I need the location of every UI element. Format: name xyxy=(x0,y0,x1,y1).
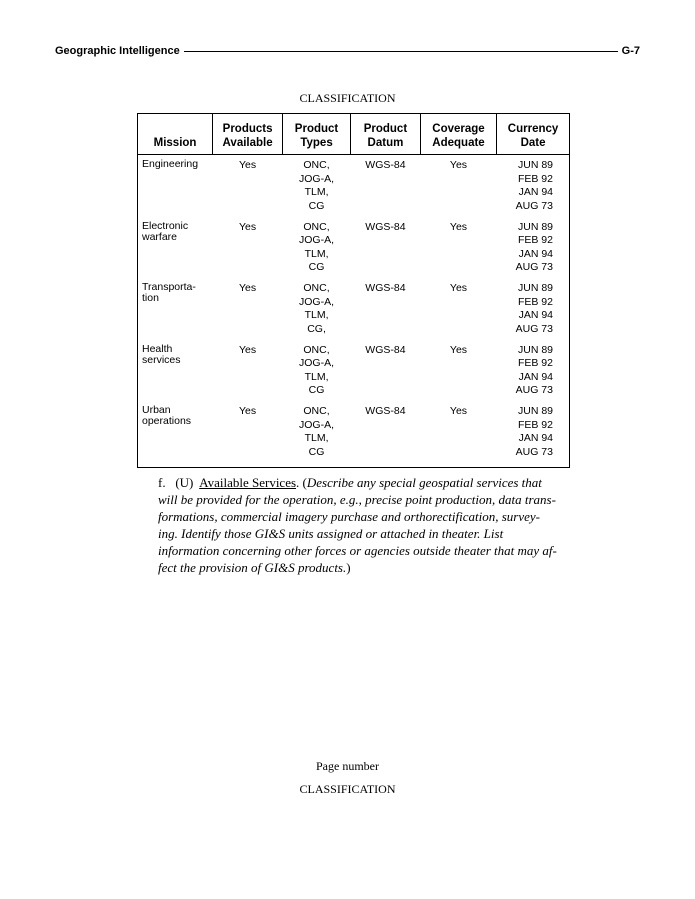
cell-types xyxy=(283,405,351,467)
column-header xyxy=(213,114,283,155)
column-header-line: Currency xyxy=(507,123,559,135)
cell-dates xyxy=(497,405,570,467)
cell-dates-text: AUG 73 xyxy=(515,322,553,335)
cell-types-text: TLM, xyxy=(304,247,329,260)
para-line: will be provided for the operation, e.g., precise point production, data trans- xyxy=(158,492,556,507)
cell-coverage xyxy=(420,344,496,406)
cell-dates-text: JUN 89 xyxy=(517,220,553,233)
cell-coverage-text: Yes xyxy=(449,220,468,233)
cell-available xyxy=(213,282,283,344)
cell-mission-text: Urban xyxy=(142,404,171,416)
cell-available-text: Yes xyxy=(239,343,257,356)
page-number: Page number xyxy=(316,759,379,773)
cell-datum-text: WGS-84 xyxy=(365,343,406,356)
table-row xyxy=(138,344,570,406)
cell-types-text: CG, xyxy=(307,322,326,335)
cell-types-text: JOG-A, xyxy=(299,295,335,308)
cell-mission-text: services xyxy=(142,353,181,366)
available-services-paragraph xyxy=(158,474,578,576)
cell-types-text: CG xyxy=(308,261,325,273)
cell-mission xyxy=(138,344,213,406)
column-header-line: Available xyxy=(222,137,273,149)
cell-datum-text: WGS-84 xyxy=(365,220,406,233)
cell-types-text: JOG-A, xyxy=(299,357,335,369)
cell-types-text: CG xyxy=(308,199,325,212)
cell-dates-text: JAN 94 xyxy=(518,247,553,260)
cell-dates-text: JUN 89 xyxy=(517,159,553,171)
cell-dates-text: AUG 73 xyxy=(515,199,553,212)
cell-datum xyxy=(350,344,420,406)
cell-datum-text: WGS-84 xyxy=(365,159,406,171)
cell-dates-text: AUG 73 xyxy=(515,384,553,396)
cell-types-text: ONC, xyxy=(303,343,330,356)
table-row xyxy=(138,221,570,283)
column-header xyxy=(420,114,496,155)
para-punct: . ( xyxy=(296,475,307,490)
cell-mission xyxy=(138,221,213,283)
cell-coverage xyxy=(420,155,496,221)
cell-available-text: Yes xyxy=(239,282,257,294)
cell-types-text: CG xyxy=(308,384,325,396)
cell-available-text: Yes xyxy=(239,159,257,171)
cell-types-text: JOG-A, xyxy=(299,172,335,185)
cell-coverage-text: Yes xyxy=(449,405,468,417)
cell-types xyxy=(283,344,351,406)
cell-mission-text: Health xyxy=(142,342,173,355)
cell-types-text: ONC, xyxy=(303,282,330,294)
para-line: formations, commercial imagery purchase and orthorectification, survey- xyxy=(158,509,540,524)
cell-types-text: TLM, xyxy=(304,432,329,444)
cell-mission xyxy=(138,155,213,221)
mission-products-table xyxy=(137,113,570,468)
cell-available-text: Yes xyxy=(239,220,257,233)
cell-types-text: TLM, xyxy=(304,186,329,198)
header-rule xyxy=(184,51,618,52)
cell-types-text: TLM, xyxy=(304,309,329,321)
running-header xyxy=(55,44,640,58)
cell-coverage-text: Yes xyxy=(449,159,468,171)
cell-datum xyxy=(350,282,420,344)
cell-dates-text: AUG 73 xyxy=(515,261,553,273)
cell-mission-text: warfare xyxy=(142,230,178,243)
cell-types-text: JOG-A, xyxy=(299,418,335,431)
cell-types xyxy=(283,282,351,344)
cell-dates-text: AUG 73 xyxy=(515,445,553,458)
table-row xyxy=(138,405,570,467)
cell-dates-text: FEB 92 xyxy=(517,172,553,185)
cell-coverage xyxy=(420,282,496,344)
column-header-line: Coverage xyxy=(432,123,485,135)
cell-available xyxy=(213,344,283,406)
cell-types xyxy=(283,221,351,283)
cell-types xyxy=(283,155,351,221)
para-prefix: f. (U) xyxy=(158,475,200,490)
cell-dates-text: JUN 89 xyxy=(517,343,553,356)
column-header-line: Mission xyxy=(153,137,197,149)
cell-coverage xyxy=(420,221,496,283)
column-header xyxy=(497,114,570,155)
column-header-line: Types xyxy=(300,137,333,149)
para-line: information concerning other forces or agencies outside theater that may af- xyxy=(158,543,557,558)
column-header xyxy=(350,114,420,155)
cell-datum xyxy=(350,405,420,467)
cell-dates-text: FEB 92 xyxy=(517,357,553,369)
cell-mission-text: Transporta- xyxy=(142,281,196,293)
table-row xyxy=(138,155,570,221)
para-heading: Available Services xyxy=(199,475,297,490)
column-header-line: Datum xyxy=(367,137,404,149)
column-header-line: Product xyxy=(363,123,408,135)
cell-mission xyxy=(138,282,213,344)
cell-mission-text: operations xyxy=(142,415,192,427)
cell-datum-text: WGS-84 xyxy=(365,282,406,294)
header-page-id: G-7 xyxy=(621,45,640,57)
cell-dates-text: JUN 89 xyxy=(517,405,553,417)
column-header xyxy=(138,114,213,155)
cell-dates-text: JAN 94 xyxy=(518,370,553,383)
cell-available xyxy=(213,155,283,221)
cell-mission-text: Electronic xyxy=(142,219,189,232)
classification-bottom: CLASSIFICATION xyxy=(299,782,396,796)
cell-coverage-text: Yes xyxy=(449,282,468,294)
table-row xyxy=(138,282,570,344)
column-header-line: Product xyxy=(294,123,339,135)
cell-dates xyxy=(497,155,570,221)
cell-dates-text: JAN 94 xyxy=(518,309,553,321)
column-header-line: Adequate xyxy=(432,137,485,149)
cell-dates-text: FEB 92 xyxy=(517,234,553,246)
para-line: Describe any special geospatial services that xyxy=(306,475,542,490)
column-header-line: Date xyxy=(520,137,546,149)
cell-available-text: Yes xyxy=(239,405,257,417)
cell-coverage-text: Yes xyxy=(449,343,468,356)
cell-dates xyxy=(497,344,570,406)
header-title: Geographic Intelligence xyxy=(55,45,180,57)
cell-dates-text: FEB 92 xyxy=(517,418,553,431)
cell-types-text: TLM, xyxy=(304,370,329,383)
column-header-line: Products xyxy=(222,123,273,135)
cell-types-text: CG xyxy=(308,445,325,458)
cell-dates-text: JUN 89 xyxy=(517,282,553,294)
cell-dates-text: JAN 94 xyxy=(518,186,553,198)
para-line: fect the provision of GI&S products. xyxy=(158,560,347,575)
cell-mission xyxy=(138,405,213,467)
cell-datum-text: WGS-84 xyxy=(365,405,406,417)
classification-top: CLASSIFICATION xyxy=(299,91,396,105)
cell-coverage xyxy=(420,405,496,467)
cell-datum xyxy=(350,155,420,221)
table-header-row xyxy=(138,114,570,155)
cell-dates-text: FEB 92 xyxy=(517,295,553,308)
cell-types-text: JOG-A, xyxy=(299,234,335,246)
cell-types-text: ONC, xyxy=(303,405,330,417)
cell-dates-text: JAN 94 xyxy=(518,432,553,444)
column-header xyxy=(283,114,351,155)
cell-available xyxy=(213,405,283,467)
cell-dates xyxy=(497,282,570,344)
cell-dates xyxy=(497,221,570,283)
cell-mission-text: Engineering xyxy=(142,158,199,170)
cell-types-text: ONC, xyxy=(303,159,330,171)
cell-datum xyxy=(350,221,420,283)
para-close: ) xyxy=(346,560,351,575)
cell-available xyxy=(213,221,283,283)
cell-types-text: ONC, xyxy=(303,220,330,233)
cell-mission-text: tion xyxy=(142,292,159,304)
para-line: ing. Identify those GI&S units assigned or attached in theater. List xyxy=(158,526,504,541)
